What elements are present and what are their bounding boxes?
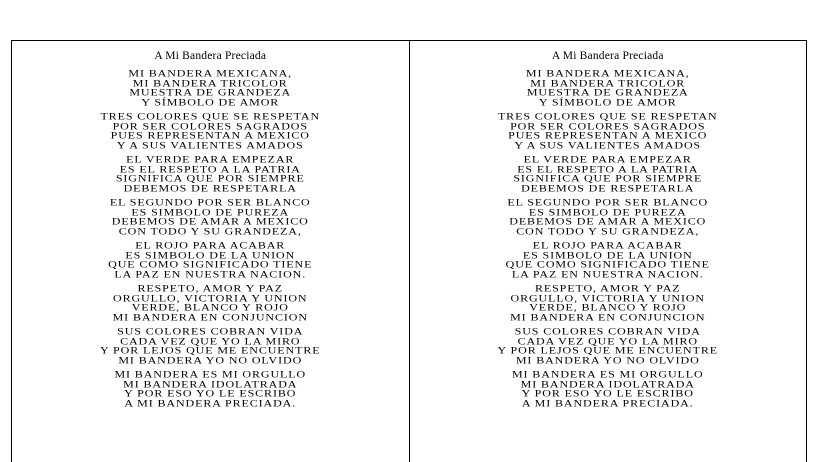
poem-body xyxy=(12,69,409,408)
poem-line: RESPETO, AMOR Y PAZ xyxy=(137,282,284,294)
poem-line: CON TODO Y SU GRANDEZA, xyxy=(118,225,302,237)
poem-line: SUS COLORES COBRAN VIDA xyxy=(117,325,304,337)
poem-line: ES SIMBOLO DE LA UNION xyxy=(522,249,693,261)
poem-line: Y A SUS VALIENTES AMADOS xyxy=(514,139,702,151)
poem-line: CADA VEZ QUE YO LA MIRO xyxy=(120,335,301,347)
poem-line: SUS COLORES COBRAN VIDA xyxy=(514,325,701,337)
poem-line: LA PAZ EN NUESTRA NACION. xyxy=(114,268,307,280)
poem-line: MI BANDERA ES MI ORGULLO xyxy=(114,368,307,380)
poem-stanza xyxy=(410,112,807,150)
poem-stanza xyxy=(12,155,409,193)
poem-stanza xyxy=(12,327,409,365)
poem-line: MI BANDERA TRICOLOR xyxy=(530,77,686,89)
poem-line: ES SIMBOLO DE LA UNION xyxy=(125,249,296,261)
poem-stanza xyxy=(410,241,807,279)
poem-line: EL VERDE PARA EMPEZAR xyxy=(523,153,692,165)
poem-line: Y SÍMBOLO DE AMOR xyxy=(538,96,677,108)
poem-line: DEBEMOS DE RESPETARLA xyxy=(521,182,695,194)
poem-line: ES EL RESPETO A LA PATRIA xyxy=(119,163,301,175)
poem-line: A MI BANDERA PRECIADA. xyxy=(124,397,297,409)
poem-line: MI BANDERA YO NO OLVIDO xyxy=(118,354,303,366)
poem-line: EL VERDE PARA EMPEZAR xyxy=(126,153,295,165)
poem-title: A Mi Bandera Preciada xyxy=(551,50,664,62)
poem-line: DEBEMOS DE AMAR A MEXICO xyxy=(111,215,309,227)
poem-line: LA PAZ EN NUESTRA NACION. xyxy=(511,268,704,280)
poem-title: A Mi Bandera Preciada xyxy=(154,50,267,62)
poem-line: MI BANDERA MEXICANA, xyxy=(128,67,293,79)
poem-body xyxy=(410,69,807,408)
poem-column-right xyxy=(409,41,807,462)
poem-line: Y POR ESO YO LE ESCRIBO xyxy=(521,387,694,399)
poem-line: A MI BANDERA PRECIADA. xyxy=(521,397,694,409)
poem-line: MI BANDERA IDOLATRADA xyxy=(520,378,695,390)
poem-line: ORGULLO, VICTORIA Y UNION xyxy=(113,292,308,304)
poem-line: POR SER COLORES SAGRADOS xyxy=(510,120,706,132)
poem-line: MI BANDERA IDOLATRADA xyxy=(123,378,298,390)
poem-line: ES SIMBOLO DE PUREZA xyxy=(528,206,687,218)
poem-column-left xyxy=(12,41,409,462)
poem-line: Y A SUS VALIENTES AMADOS xyxy=(116,139,304,151)
poem-line: ES SIMBOLO DE PUREZA xyxy=(131,206,290,218)
poem-line: MI BANDERA YO NO OLVIDO xyxy=(515,354,700,366)
poem-line: PUES REPRESENTAN A MEXICO xyxy=(508,129,708,141)
poem-line: MUESTRA DE GRANDEZA xyxy=(129,86,292,98)
poem-line: MUESTRA DE GRANDEZA xyxy=(526,86,689,98)
poem-line: Y POR ESO YO LE ESCRIBO xyxy=(124,387,297,399)
poem-stanza xyxy=(410,284,807,322)
poem-line: MI BANDERA TRICOLOR xyxy=(132,77,288,89)
poem-line: MI BANDERA EN CONJUNCION xyxy=(112,311,308,323)
poem-stanza xyxy=(410,370,807,408)
poem-line: ORGULLO, VICTORIA Y UNION xyxy=(510,292,705,304)
poem-line: MI BANDERA ES MI ORGULLO xyxy=(511,368,704,380)
poem-stanza xyxy=(12,112,409,150)
poem-line: CADA VEZ QUE YO LA MIRO xyxy=(517,335,698,347)
poem-line: EL SEGUNDO POR SER BLANCO xyxy=(109,196,311,208)
poem-line: EL SEGUNDO POR SER BLANCO xyxy=(507,196,709,208)
poem-line: SIGNIFICA QUE POR SIEMPRE xyxy=(513,172,703,184)
poem-line: DEBEMOS DE AMAR A MEXICO xyxy=(509,215,707,227)
poem-line: DEBEMOS DE RESPETARLA xyxy=(123,182,297,194)
poem-line: TRES COLORES QUE SE RESPETAN xyxy=(497,110,718,122)
poem-line: QUE COMO SIGNIFICADO TIENE xyxy=(505,258,710,270)
poem-line: EL ROJO PARA ACABAR xyxy=(532,239,683,251)
poem-stanza xyxy=(12,284,409,322)
poem-line: POR SER COLORES SAGRADOS xyxy=(112,120,308,132)
poem-stanza xyxy=(12,370,409,408)
poem-stanza xyxy=(12,241,409,279)
poem-line: QUE COMO SIGNIFICADO TIENE xyxy=(108,258,313,270)
poem-stanza xyxy=(410,198,807,236)
poem-line: Y SÍMBOLO DE AMOR xyxy=(141,96,280,108)
poem-line: MI BANDERA MEXICANA, xyxy=(525,67,690,79)
poem-line: ES EL RESPETO A LA PATRIA xyxy=(517,163,699,175)
poem-line: CON TODO Y SU GRANDEZA, xyxy=(516,225,700,237)
poem-line: PUES REPRESENTAN A MEXICO xyxy=(110,129,310,141)
poem-line: MI BANDERA EN CONJUNCION xyxy=(510,311,706,323)
poem-stanza xyxy=(410,327,807,365)
document-page xyxy=(11,40,807,462)
poem-stanza xyxy=(410,69,807,107)
poem-stanza xyxy=(410,155,807,193)
poem-line: EL ROJO PARA ACABAR xyxy=(135,239,286,251)
poem-line: VERDE, BLANCO Y ROJO xyxy=(529,301,687,313)
poem-stanza xyxy=(12,198,409,236)
poem-stanza xyxy=(12,69,409,107)
poem-line: RESPETO, AMOR Y PAZ xyxy=(534,282,681,294)
poem-line: TRES COLORES QUE SE RESPETAN xyxy=(100,110,321,122)
poem-line: VERDE, BLANCO Y ROJO xyxy=(131,301,289,313)
poem-line: Y POR LEJOS QUE ME ENCUENTRE xyxy=(497,344,718,356)
poem-line: SIGNIFICA QUE POR SIEMPRE xyxy=(115,172,305,184)
poem-line: Y POR LEJOS QUE ME ENCUENTRE xyxy=(100,344,321,356)
